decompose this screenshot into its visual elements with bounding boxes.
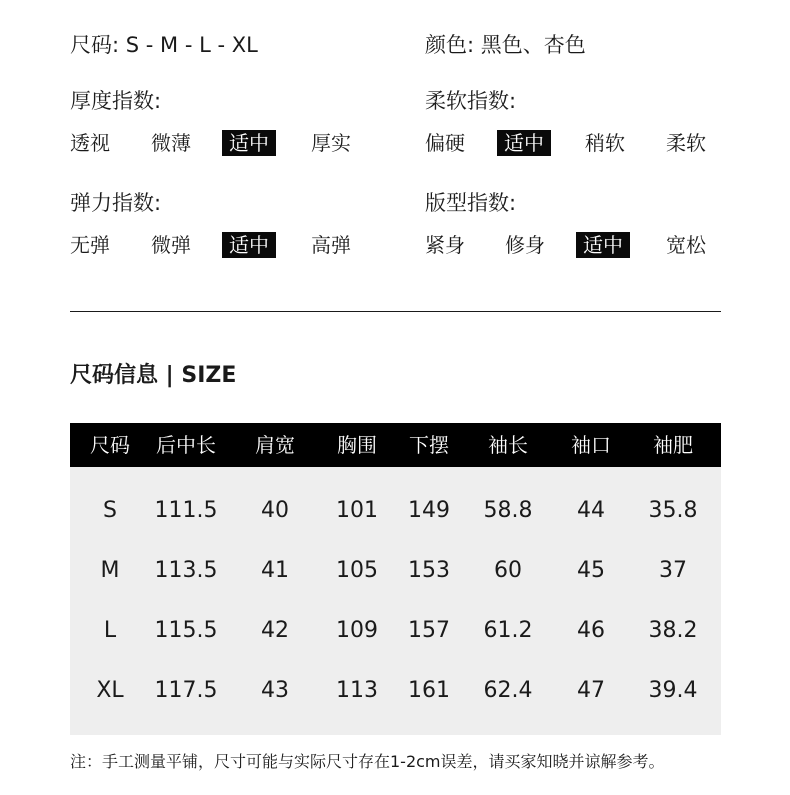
table-cell: 161 xyxy=(408,678,450,703)
header-cell-cuff: 袖口 xyxy=(571,433,611,457)
table-cell: L xyxy=(103,618,117,643)
table-cell: 45 xyxy=(577,558,605,583)
color-values: 黑色、杏色 xyxy=(480,33,586,57)
size-table-header xyxy=(70,423,721,467)
table-cell: 113 xyxy=(336,678,378,703)
table-cell: 113.5 xyxy=(154,558,218,583)
softness-option: 偏硬 xyxy=(425,131,465,155)
table-cell: 105 xyxy=(336,558,378,583)
table-row xyxy=(70,481,721,541)
size-table-body xyxy=(70,467,721,735)
table-cell: 115.5 xyxy=(154,618,218,643)
table-cell: 40 xyxy=(261,498,289,523)
table-cell: 38.2 xyxy=(648,618,698,643)
table-cell: 153 xyxy=(408,558,450,583)
header-cell-size: 尺码 xyxy=(90,433,130,457)
table-cell: 37 xyxy=(659,558,687,583)
fit-option: 修身 xyxy=(505,233,545,257)
measurement-note: 注：手工测量平铺，尺寸可能与实际尺寸存在1-2cm误差，请买家知晓并谅解参考。 xyxy=(70,752,665,771)
fit-option: 宽松 xyxy=(666,233,706,257)
elasticity-option: 高弹 xyxy=(311,233,351,257)
header-cell-hem: 下摆 xyxy=(409,433,449,457)
table-cell: 111.5 xyxy=(154,498,218,523)
table-cell: 58.8 xyxy=(483,498,533,523)
thickness-option-selected: 适中 xyxy=(222,130,276,156)
table-cell: 39.4 xyxy=(648,678,698,703)
softness-option: 稍软 xyxy=(585,131,625,155)
table-cell: 35.8 xyxy=(648,498,698,523)
header-cell-chest: 胸围 xyxy=(337,433,377,457)
table-cell: XL xyxy=(96,678,124,703)
softness-option-selected: 适中 xyxy=(497,130,551,156)
softness-index-title: 柔软指数: xyxy=(425,89,517,113)
table-cell: 157 xyxy=(408,618,450,643)
table-cell: 149 xyxy=(408,498,450,523)
table-cell: 41 xyxy=(261,558,289,583)
elasticity-option: 微弹 xyxy=(151,233,191,257)
table-cell: M xyxy=(100,558,120,583)
elasticity-option-selected: 适中 xyxy=(222,232,276,258)
table-cell: 109 xyxy=(336,618,378,643)
header-cell-shoulder: 肩宽 xyxy=(255,433,295,457)
fit-option: 紧身 xyxy=(425,233,465,257)
header-cell-back-length: 后中长 xyxy=(156,433,216,457)
size-section-title: 尺码信息 | SIZE xyxy=(70,363,237,388)
table-cell: 43 xyxy=(261,678,289,703)
header-cell-sleeve-width: 袖肥 xyxy=(653,433,693,457)
table-cell: 60 xyxy=(494,558,522,583)
section-divider xyxy=(70,311,721,312)
table-cell: 62.4 xyxy=(483,678,533,703)
size-values: S - M - L - XL xyxy=(125,33,258,57)
size-label: 尺码: xyxy=(70,33,120,57)
table-cell: S xyxy=(103,498,117,523)
table-cell: 47 xyxy=(577,678,605,703)
thickness-option: 微薄 xyxy=(151,131,191,155)
color-label: 颜色: xyxy=(425,33,475,57)
color-options-line xyxy=(425,31,586,59)
size-options-line xyxy=(70,31,258,59)
table-cell: 101 xyxy=(336,498,378,523)
elasticity-option: 无弹 xyxy=(70,233,110,257)
header-cell-sleeve-length: 袖长 xyxy=(488,433,528,457)
table-cell: 46 xyxy=(577,618,605,643)
table-row xyxy=(70,541,721,601)
fit-index-title: 版型指数: xyxy=(425,191,517,215)
table-cell: 61.2 xyxy=(483,618,533,643)
elasticity-index-title: 弹力指数: xyxy=(70,191,162,215)
fit-option-selected: 适中 xyxy=(576,232,630,258)
table-cell: 117.5 xyxy=(154,678,218,703)
table-row xyxy=(70,601,721,661)
table-row xyxy=(70,661,721,721)
softness-option: 柔软 xyxy=(666,131,706,155)
table-cell: 44 xyxy=(577,498,605,523)
table-cell: 42 xyxy=(261,618,289,643)
thickness-index-title: 厚度指数: xyxy=(70,89,162,113)
thickness-option: 厚实 xyxy=(311,131,351,155)
thickness-option: 透视 xyxy=(70,131,110,155)
